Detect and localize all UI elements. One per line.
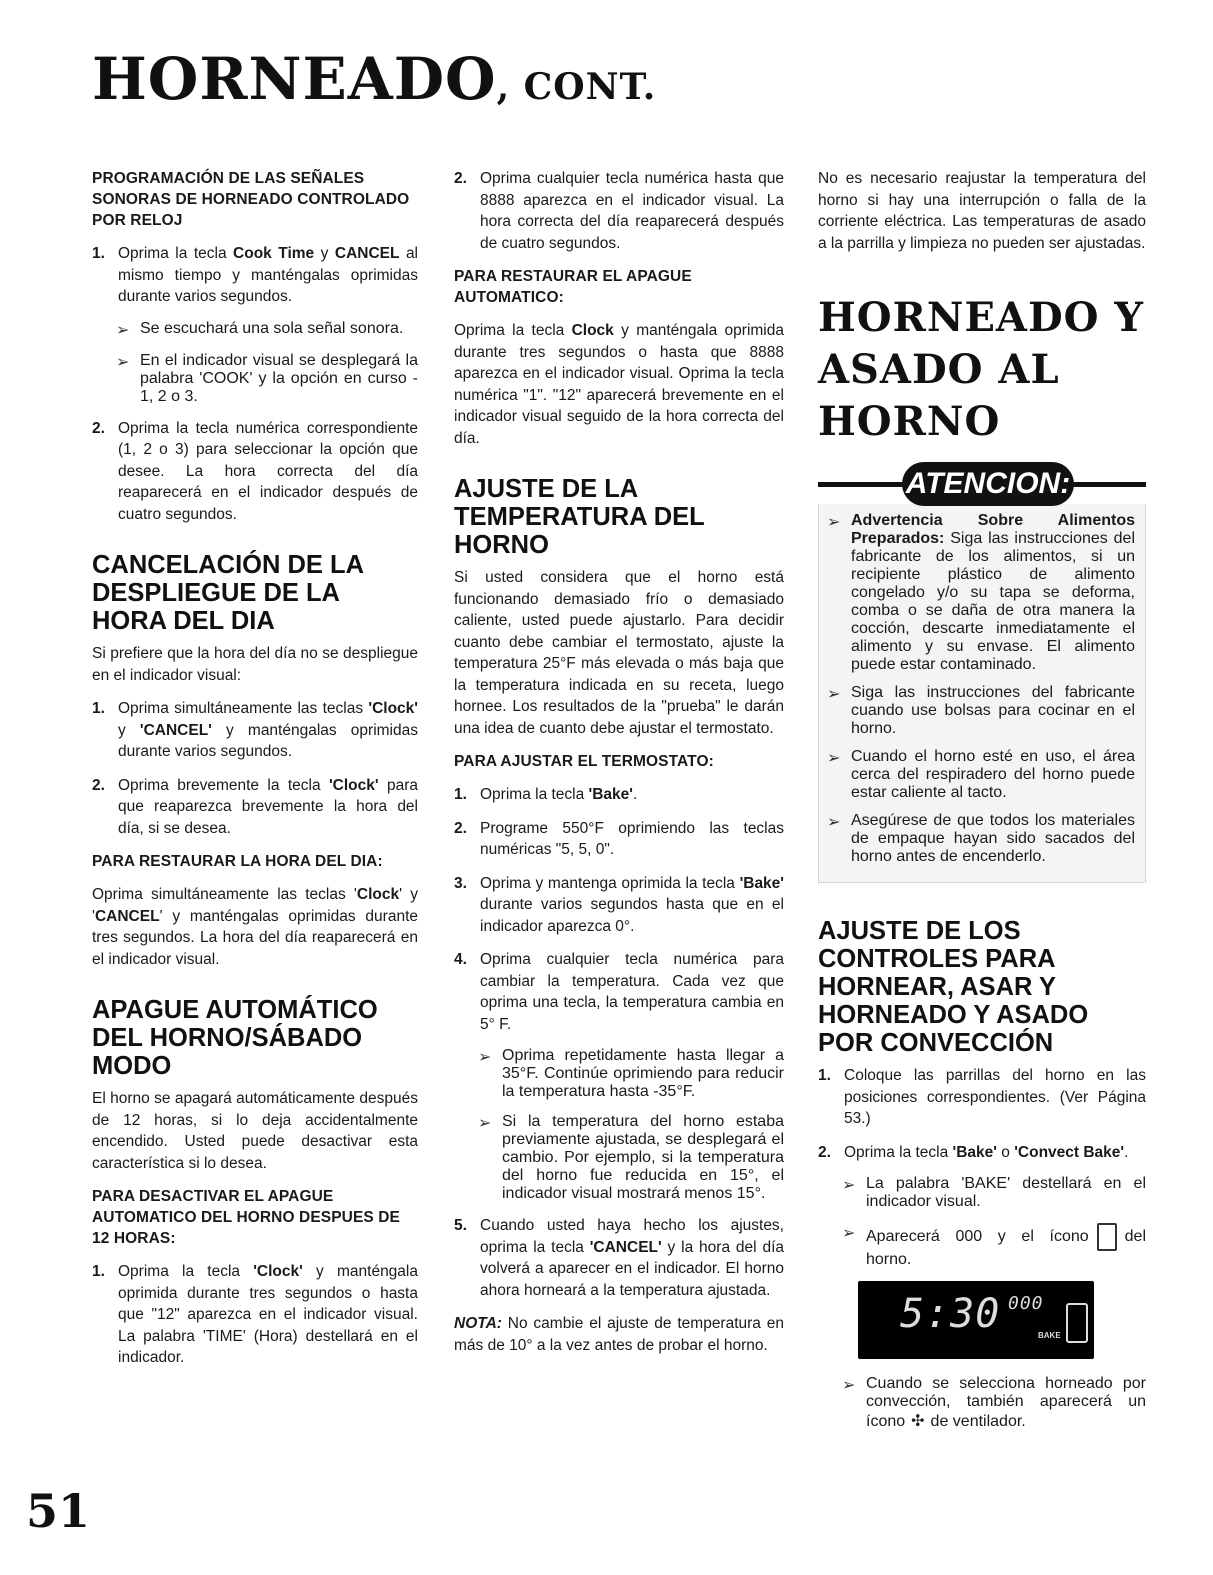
step-text (844, 1142, 1146, 1164)
oven-square-icon (1097, 1223, 1117, 1251)
bold-run: 'CANCEL' (589, 1238, 662, 1256)
atencion-label: ATENCION: (902, 462, 1074, 506)
subheading-desactivar: PARA DESACTIVAR EL APAGUE AUTOMATICO DEL HORNO DESPUES DE 12 HORAS: (92, 1188, 400, 1247)
step-item (454, 1215, 784, 1301)
step-item (92, 418, 418, 526)
step-item (454, 873, 784, 938)
nota-text: No cambie el ajuste de temperatura en más de 10° a la vez antes de probar el horno. (454, 1315, 784, 1354)
steps-list (818, 1065, 1146, 1163)
text-run: durante varios segundos hasta que en el indicador aparezca 0°. (480, 896, 784, 935)
steps-list (454, 168, 784, 254)
bold-run: 'Bake' (588, 786, 633, 803)
step-item (454, 949, 784, 1035)
bullet-arrow-icon: ➢ (827, 814, 841, 831)
step-text: Programe 550°F oprimiendo las teclas numéricas "5, 5, 0". (480, 819, 784, 858)
bold-run: Advertencia Sobre Alimentos Preparados: (851, 512, 1135, 547)
bullet-text: La palabra 'BAKE' destellará en el indicador visual. (866, 1175, 1146, 1210)
text-run: Aparecerá 000 y el ícono (866, 1228, 1089, 1246)
bold-run: Clock (571, 322, 614, 339)
step-number: 1. (454, 786, 467, 803)
paragraph (454, 320, 784, 449)
step-text: Oprima cualquier tecla numérica para cambiar la temperatura. Cada vez que oprima una tecla, la temperatura cambia en 5° F. (480, 951, 784, 1033)
subheading-ajustar-termostato: PARA AJUSTAR EL TERMOSTATO: (454, 753, 714, 770)
bullet-arrow-icon: ➢ (842, 1377, 856, 1394)
step-number: 1. (92, 700, 105, 717)
section-heading: AJUSTE DE LA TEMPERATURA DEL HORNO (454, 475, 705, 559)
step-item (454, 784, 784, 806)
atencion-content (818, 504, 1146, 883)
step-item (818, 1065, 1146, 1130)
bullet-arrow-icon: ➢ (842, 1177, 856, 1194)
text-run: Oprima la tecla (480, 786, 589, 803)
text-run: Cuando usted haya hecho los ajustes, oprima la tecla (480, 1217, 784, 1256)
bullet-text (851, 512, 1135, 674)
bullet-text: Cuando el horno esté en uso, el área cerca del respiradero del horno puede estar caliente al tacto. (851, 748, 1135, 801)
nota-label: NOTA: (454, 1315, 502, 1332)
text-run: ' y manténgalas oprimidas durante tres segundos. La hora del día reaparecerá en el indicador visual. (92, 907, 418, 968)
section-heading: CANCELACIÓN DE LA DESPLIEGUE DE LA HORA DEL DIA (92, 551, 364, 635)
bold-run: 'Bake' (739, 874, 784, 892)
column-2 (454, 168, 784, 1368)
bullet-text (866, 1375, 1146, 1431)
atencion-banner (818, 462, 1146, 504)
bullet-item (827, 812, 1135, 866)
paragraph: El horno se apagará automáticamente después de 12 horas, si lo deja accidentalmente encendido. Usted puede desactivar esta característica si lo desea. (92, 1090, 418, 1172)
step-text (118, 243, 418, 308)
text-run: Oprima simultáneamente las teclas (118, 700, 369, 717)
text-run: . (632, 786, 638, 803)
section-heading: AJUSTE DE LOS CONTROLES PARA HORNEAR, ASAR Y HORNEADO Y ASADO POR CONVECCIÓN (818, 917, 1089, 1057)
fan-icon: ✣ (911, 1413, 925, 1430)
bullet-item (842, 1175, 1146, 1211)
page-title-main: HORNEADO (92, 45, 497, 113)
bullet-item (827, 512, 1135, 674)
step-text: Oprima cualquier tecla numérica hasta que 8888 aparezca en el indicador visual. La hora correcta del día reaparecerá después de cuatro segundos. (480, 170, 784, 252)
bullet-text: En el indicador visual se desplegará la palabra 'COOK' y la opción en curso - 1, 2 o 3. (140, 351, 418, 405)
step-number: 4. (454, 951, 467, 968)
step-item (818, 1142, 1146, 1164)
display-oven-icon (1066, 1303, 1088, 1343)
step-number: 1. (92, 1263, 105, 1280)
section-heading: APAGUE AUTOMÁTICO DEL HORNO/SÁBADO MODO (92, 996, 378, 1080)
bullet-arrow-icon: ➢ (827, 750, 841, 767)
column-3 (818, 168, 1146, 1443)
bullet-item (842, 1375, 1146, 1431)
bold-run: CANCEL (334, 245, 400, 262)
step-item (92, 698, 418, 763)
major-heading: HORNEADO Y ASADO AL HORNO (818, 294, 1144, 445)
text-run: de ventilador. (930, 1413, 1026, 1430)
bullet-item (827, 748, 1135, 802)
step-number: 2. (92, 419, 105, 437)
step-item (92, 1261, 418, 1369)
text-run: al mismo tiempo y manténgalas oprimidas durante varios segundos. (118, 245, 419, 305)
steps-list (454, 1215, 784, 1301)
step-number: 1. (818, 1067, 831, 1084)
text-run: Oprima simultáneamente las teclas ' (92, 886, 357, 903)
step-number: 3. (454, 874, 467, 892)
steps-list (92, 698, 418, 839)
bullet-arrow-icon: ➢ (478, 1115, 492, 1132)
bullet-item (116, 320, 418, 340)
text-run: o (996, 1143, 1015, 1161)
bold-run: 'Convect Bake' (1014, 1143, 1125, 1161)
step-item (454, 168, 784, 254)
page-title (92, 45, 657, 113)
step-number: 2. (818, 1143, 831, 1161)
text-run: ' y ' (92, 886, 419, 925)
text-run: Siga las instrucciones del fabricante de los alimentos, si un recipiente plástico de alimento congelado y/o su tapa se deforma, comba o se daña de otra manera la cocción, descarte inmediatamente el alimento y su envase. El alimento puede estar contaminado. (851, 530, 1135, 673)
step-text (480, 784, 784, 806)
text-run: y (314, 245, 335, 262)
bullet-arrow-icon: ➢ (478, 1049, 492, 1066)
step-text (480, 873, 784, 938)
bullet-text: Oprima repetidamente hasta llegar a 35°F. Continúe oprimiendo para reducir la temperatura hasta -35°F. (502, 1047, 784, 1100)
bold-run: Clock (356, 886, 400, 903)
text-run: y (118, 721, 140, 739)
steps-list (92, 418, 418, 526)
text-run: Oprima la tecla (844, 1143, 953, 1161)
paragraph (92, 884, 418, 970)
text-run: y la hora del día volverá a aparecer en el indicador. El horno ahora horneará a la temperatura ajustada. (480, 1238, 784, 1299)
bullet-item (827, 684, 1135, 738)
bold-run: 'CANCEL' (139, 721, 212, 739)
step-number: 2. (92, 776, 105, 794)
column-1 (92, 168, 418, 1381)
steps-list (92, 1261, 418, 1369)
bullet-text: Si la temperatura del horno estaba previamente ajustada, se desplegará el cambio. Por ejemplo, si la temperatura del horno fue reducida en 15°, el indicador visual mostrará menos 15°. (502, 1113, 784, 1202)
bold-run: CANCEL (94, 907, 160, 925)
bullet-arrow-icon: ➢ (827, 514, 841, 531)
step-item (92, 243, 418, 308)
text-run: para que reaparezca brevemente la hora del día, si se desea. (118, 776, 418, 837)
bullet-arrow-icon: ➢ (827, 686, 841, 703)
text-run: Oprima la tecla (118, 245, 234, 262)
bullet-arrow-icon: ➢ (842, 1225, 856, 1242)
nota (454, 1313, 784, 1356)
bold-run: 'Clock' (253, 1263, 303, 1280)
page-title-cont: , CONT. (496, 66, 657, 108)
display-small-digits: 000 (1008, 1293, 1044, 1314)
oven-display-image (858, 1281, 1094, 1359)
step-item (454, 818, 784, 861)
steps-list (454, 784, 784, 1035)
text-run: y manténgala oprimida durante tres segundos o hasta que 8888 aparezca en el indicador visual. Oprima la tecla numérica "1". "12" aparecerá brevemente en el indicador visual seguido de la hora correcta del día. (454, 322, 784, 447)
step-text (118, 698, 418, 763)
bullet-item (478, 1113, 784, 1203)
step-number: 2. (454, 819, 467, 837)
bold-run: 'Clock' (368, 700, 418, 717)
text-run: Cuando se selecciona horneado por convección, también aparecerá un ícono (866, 1375, 1146, 1430)
step-text (118, 775, 418, 840)
step-text (118, 1261, 418, 1369)
paragraph: No es necesario reajustar la temperatura del horno si hay una interrupción o falla de la corriente eléctrica. Las temperaturas de asado a la parrilla y limpieza no pueden ser ajustadas. (818, 170, 1146, 252)
bullet-arrow-icon: ➢ (116, 353, 130, 371)
text-run: del horno. (866, 1228, 1146, 1268)
bullet-item (478, 1047, 784, 1101)
step-text: Coloque las parrillas del horno en las posiciones correspondientes. (Ver Página 53.) (844, 1067, 1146, 1127)
step-number: 5. (454, 1217, 467, 1234)
text-run: Oprima brevemente la tecla (118, 776, 329, 794)
bullet-text (866, 1223, 1146, 1269)
bullet-text: Asegúrese de que todos los materiales de empaque hayan sido sacados del horno antes de encenderlo. (851, 812, 1135, 865)
subheading-restaurar-apague: PARA RESTAURAR EL APAGUE AUTOMATICO: (454, 268, 692, 306)
bullet-item (842, 1223, 1146, 1269)
text-run: Oprima y mantenga oprimida la tecla (480, 874, 740, 892)
text-run: . (1124, 1143, 1129, 1161)
bullet-text: Se escuchará una sola señal sonora. (140, 319, 404, 337)
paragraph: Si usted considera que el horno está funcionando demasiado frío o demasiado caliente, usted puede ajustarlo. Para decidir cuanto debe cambiar el termostato, ajuste la temperatura 25°F más elevada o más baja que la temperatura indicada en su receta, luego hornee. Los resultados de la "prueba" le darán una idea de cuanto debe ajustar el termostato. (454, 569, 784, 737)
step-text: Oprima la tecla numérica correspondiente (1, 2 o 3) para seleccionar la opción que desee. La hora correcta del día reaparecerá en el indicador después de cuatro segundos. (118, 419, 418, 523)
step-number: 2. (454, 170, 467, 187)
step-text (480, 1215, 784, 1301)
text-run: y manténgala oprimida durante tres segundos o hasta que "12" aparezca en el indicador visual. La palabra 'TIME' (Hora) destellará en el indicador. (118, 1263, 418, 1366)
bullet-item (116, 352, 418, 406)
bold-run: 'Clock' (328, 776, 379, 794)
display-digits: 5:30 (900, 1291, 1001, 1337)
bullet-text: Siga las instrucciones del fabricante cuando use bolsas para cocinar en el horno. (851, 684, 1135, 737)
atencion-box (818, 462, 1146, 883)
bullet-arrow-icon: ➢ (116, 321, 130, 339)
bold-run: 'Bake' (952, 1143, 997, 1161)
steps-list (92, 243, 418, 308)
display-bake-label: BAKE (1038, 1331, 1061, 1340)
subheading-restaurar-hora: PARA RESTAURAR LA HORA DEL DIA: (92, 853, 383, 870)
text-run: Oprima la tecla (118, 1263, 254, 1280)
step-item (92, 775, 418, 840)
text-run: y manténgalas oprimidas durante varios segundos. (118, 721, 418, 760)
subheading-programacion: PROGRAMACIÓN DE LAS SEÑALES SONORAS DE HORNEADO CONTROLADO POR RELOJ (92, 170, 410, 229)
paragraph: Si prefiere que la hora del día no se despliegue en el indicador visual: (92, 645, 418, 684)
bold-run: Cook Time (233, 245, 315, 262)
text-run: Oprima la tecla (454, 322, 572, 339)
page-number: 51 (26, 1484, 91, 1538)
step-number: 1. (92, 245, 105, 262)
